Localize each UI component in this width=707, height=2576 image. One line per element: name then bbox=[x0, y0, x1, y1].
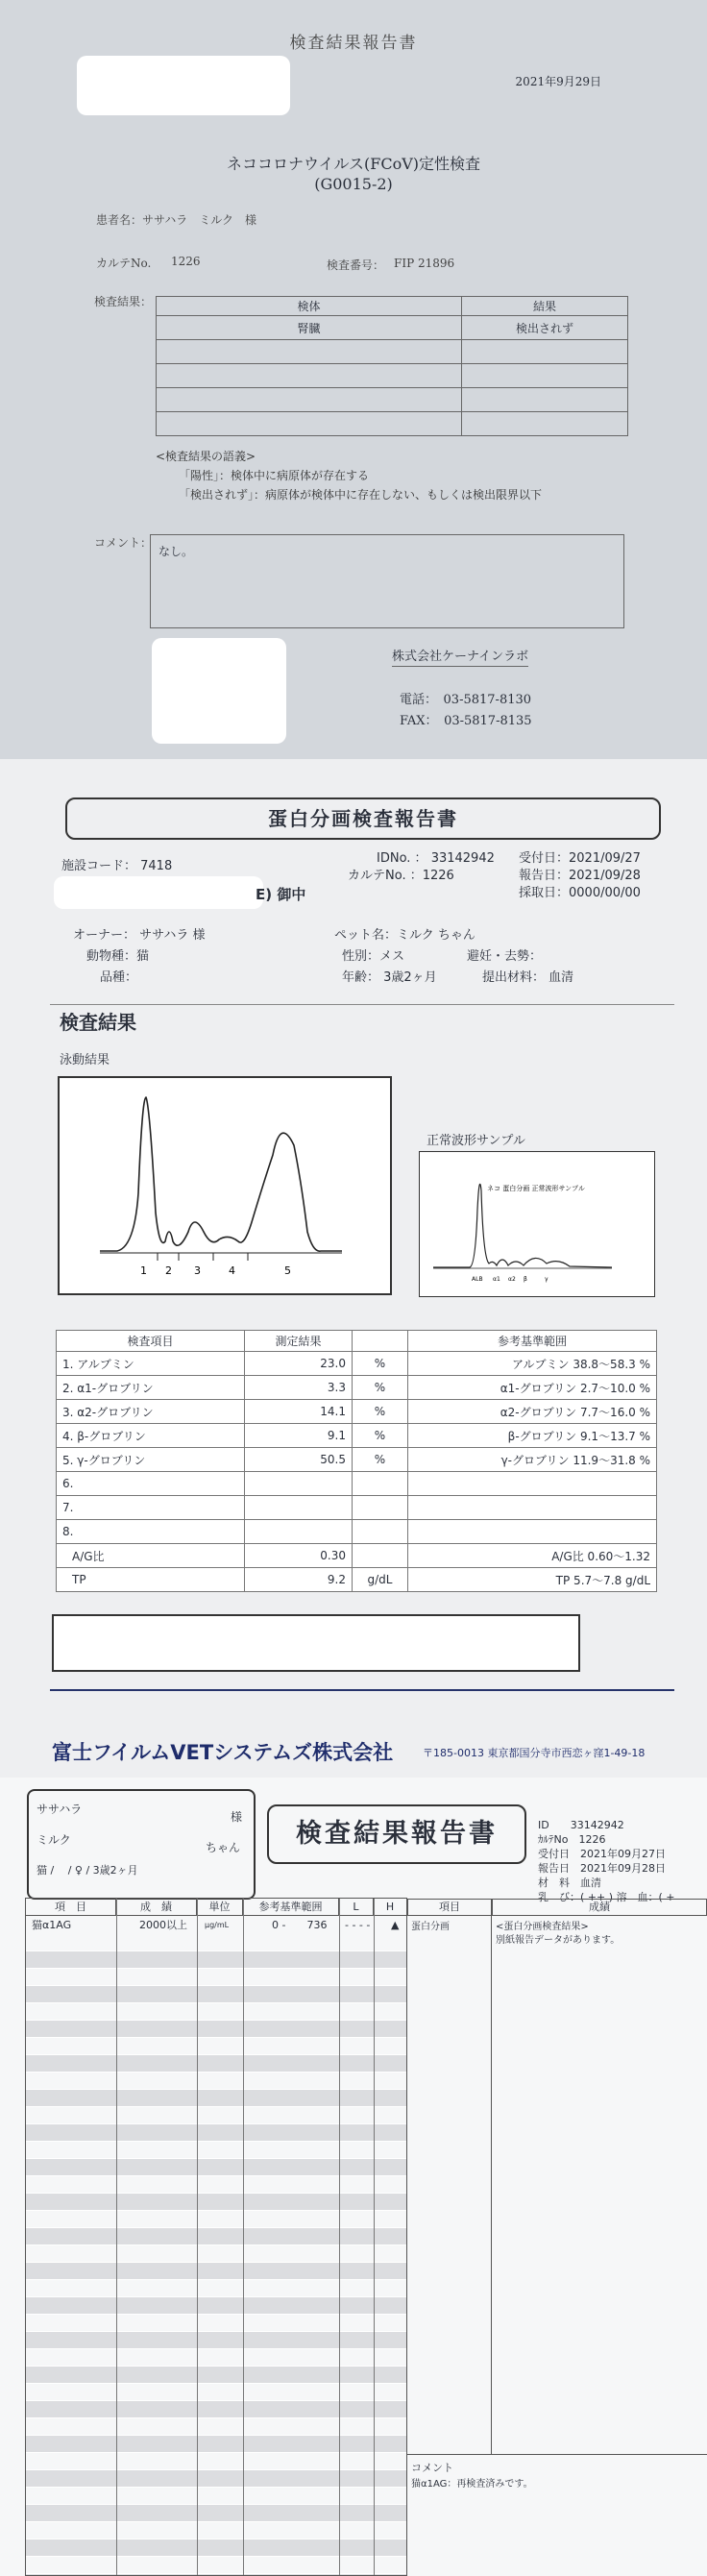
high-flag: ▲ bbox=[391, 1919, 400, 1931]
table-row bbox=[157, 412, 628, 436]
empty-table-row bbox=[26, 2055, 406, 2073]
species-line: 猫 / / ♀ / 3歳2ヶ月 bbox=[37, 1864, 138, 1877]
empty-table-row bbox=[26, 2401, 406, 2418]
ref-cell: α2-グロブリン 7.7～16.0 % bbox=[408, 1400, 657, 1424]
col-low: L bbox=[339, 1899, 374, 1916]
specimen-cell bbox=[157, 388, 462, 412]
specimen-cell: 腎臓 bbox=[157, 316, 462, 340]
electrophoresis-label: 泳動結果 bbox=[60, 1053, 110, 1067]
unit-cell: % bbox=[353, 1376, 408, 1400]
empty-table-row bbox=[26, 2245, 406, 2263]
karte-label: カルテNo. bbox=[96, 257, 152, 270]
ref-cell: γ-グロブリン 11.9～31.8 % bbox=[408, 1448, 657, 1472]
karte-line: ｶﾙﾃNo 1226 bbox=[538, 1833, 606, 1846]
col-specimen: 検体 bbox=[157, 297, 462, 316]
empty-table-row bbox=[26, 2263, 406, 2280]
test-name bbox=[0, 154, 707, 194]
value-cell: 14.1 bbox=[245, 1400, 353, 1424]
protein-table bbox=[56, 1330, 657, 1592]
table-row bbox=[57, 1568, 657, 1592]
empty-table-row bbox=[26, 2107, 406, 2124]
table-row bbox=[157, 364, 628, 388]
sample-label: 正常波形サンプル bbox=[427, 1134, 525, 1148]
specimen-cell bbox=[157, 340, 462, 364]
right-col-item: 項目 bbox=[407, 1899, 492, 1916]
item-cell: TP bbox=[57, 1568, 245, 1592]
phone-label: 電話： bbox=[400, 693, 431, 707]
col-result: 結果 bbox=[462, 297, 628, 316]
peak-label: 1 bbox=[140, 1264, 147, 1277]
ref-cell: アルブミン 38.8～58.3 % bbox=[408, 1352, 657, 1376]
table-row bbox=[57, 1400, 657, 1424]
fax-value: 03-5817-8135 bbox=[444, 714, 532, 728]
protein-table-header bbox=[57, 1331, 657, 1352]
value-cell: 23.0 bbox=[245, 1352, 353, 1376]
empty-table-row bbox=[26, 2470, 406, 2488]
received-line: 受付日 2021年09月27日 bbox=[538, 1848, 666, 1860]
divider bbox=[50, 1004, 674, 1005]
col-ref: 参考基準範囲 bbox=[408, 1331, 657, 1352]
column-divider bbox=[243, 1899, 244, 2576]
test-code: (G0015-2) bbox=[314, 175, 393, 193]
item-cell: 1. アルブミン bbox=[57, 1352, 245, 1376]
lab-name: 株式会社ケーナインラボ bbox=[392, 646, 528, 667]
lab-result-page bbox=[0, 1778, 707, 2576]
phone-value: 03-5817-8130 bbox=[443, 693, 532, 707]
reported-date: 報告日：2021/09/28 bbox=[519, 869, 641, 883]
empty-table-row bbox=[26, 2539, 406, 2557]
col-value: 測定結果 bbox=[245, 1331, 353, 1352]
empty-table-row bbox=[26, 2488, 406, 2505]
pet-suffix: ちゃん bbox=[206, 1841, 241, 1854]
protein-fraction-page bbox=[0, 759, 707, 1778]
peak-label: 3 bbox=[194, 1264, 201, 1277]
right-item-column bbox=[407, 1916, 492, 2454]
page-title: 検査結果報告書 bbox=[289, 34, 418, 53]
empty-table-row bbox=[26, 2073, 406, 2090]
species: 動物種：猫 bbox=[86, 949, 150, 964]
empty-table-row bbox=[26, 2124, 406, 2142]
empty-table-row bbox=[26, 2159, 406, 2176]
table-row bbox=[157, 316, 628, 340]
footer-rule bbox=[50, 1689, 674, 1691]
ref-cell: 0 - 736 bbox=[272, 1919, 328, 1931]
exam-value: FIP 21896 bbox=[394, 257, 455, 270]
column-divider bbox=[374, 1899, 375, 2576]
value-cell bbox=[245, 1520, 353, 1544]
unit-cell: g/dL bbox=[353, 1568, 408, 1592]
result-notes bbox=[156, 447, 542, 504]
sample-axis-label: α1 bbox=[493, 1276, 500, 1283]
ref-cell: α1-グロブリン 2.7～10.0 % bbox=[408, 1376, 657, 1400]
empty-table-row bbox=[26, 1951, 406, 1969]
peak-label: 4 bbox=[229, 1264, 235, 1277]
result-cell bbox=[462, 388, 628, 412]
col-ref: 参考基準範囲 bbox=[243, 1899, 339, 1916]
specimen-cell bbox=[157, 364, 462, 388]
company-name: 富士フイルムVETシステムズ株式会社 bbox=[52, 1741, 394, 1764]
sampled-date: 採取日：0000/00/00 bbox=[519, 886, 641, 900]
item-cell: A/G比 bbox=[57, 1544, 245, 1568]
material-line: 材 料 血清 bbox=[538, 1877, 601, 1889]
item-cell: 2. α1-グロブリン bbox=[57, 1376, 245, 1400]
specimen-cell bbox=[157, 412, 462, 436]
peak-label: 5 bbox=[284, 1264, 291, 1277]
empty-table-row bbox=[26, 1986, 406, 2003]
empty-table-row bbox=[26, 2280, 406, 2297]
sample-inner-title: ネコ 蛋白分画 正常波形サンプル bbox=[487, 1185, 585, 1192]
table-row bbox=[57, 1496, 657, 1520]
id-no: IDNo. ： 33142942 bbox=[377, 851, 495, 866]
comment-text: 猫α1AG：再検査済みです。 bbox=[411, 2479, 533, 2490]
table-row bbox=[57, 1472, 657, 1496]
range-marker: - - - - bbox=[345, 1919, 371, 1931]
redacted-clinic-name bbox=[54, 876, 263, 909]
page-title: 蛋白分画検査報告書 bbox=[65, 797, 661, 840]
item-cell: 8. bbox=[57, 1520, 245, 1544]
notes-title: <検査結果の語義> bbox=[156, 450, 256, 463]
table-row bbox=[157, 388, 628, 412]
right-item: 蛋白分画 bbox=[411, 1922, 450, 1932]
table-row bbox=[157, 340, 628, 364]
patient-name: 患者名：ササハラ ミルク 様 bbox=[96, 213, 257, 227]
results-grid bbox=[25, 1898, 407, 2576]
empty-table-row bbox=[26, 2349, 406, 2367]
pet-name: ミルク bbox=[37, 1833, 71, 1847]
result-table bbox=[156, 296, 628, 436]
col-item: 検査項目 bbox=[57, 1331, 245, 1352]
comment-text: なし。 bbox=[158, 545, 194, 558]
karte-no: カルテNo. ：1226 bbox=[348, 869, 454, 883]
result-label: 検査結果： bbox=[94, 295, 153, 308]
unit-cell bbox=[353, 1544, 408, 1568]
hemolysis-line: 乳 び：( ++ ) 溶 血：( + bbox=[538, 1891, 675, 1903]
sample-wave-box bbox=[419, 1151, 655, 1297]
sample-axis-label: γ bbox=[545, 1276, 549, 1283]
contact-info bbox=[400, 690, 532, 732]
table-row bbox=[57, 1520, 657, 1544]
result-cell bbox=[462, 412, 628, 436]
empty-table-row bbox=[26, 2090, 406, 2107]
value-cell: 0.30 bbox=[245, 1544, 353, 1568]
comment-box bbox=[52, 1614, 580, 1672]
report-date: 2021年9月29日 bbox=[515, 75, 601, 88]
col-item: 項 目 bbox=[26, 1899, 116, 1916]
material: 提出材料： 血清 bbox=[482, 970, 574, 985]
unit-cell: % bbox=[353, 1448, 408, 1472]
value-cell bbox=[245, 1496, 353, 1520]
owner-name: オーナー： ササハラ 様 bbox=[73, 928, 206, 943]
unit-cell: % bbox=[353, 1400, 408, 1424]
patient-info-box bbox=[27, 1789, 256, 1900]
reported-line: 報告日 2021年09月28日 bbox=[538, 1862, 666, 1875]
result-table-header bbox=[157, 297, 628, 316]
value-cell: 9.2 bbox=[245, 1568, 353, 1592]
company-address: 〒185-0013 東京都国分寺市西恋ヶ窪1-49-18 bbox=[423, 1747, 646, 1759]
right-col-result: 成績 bbox=[492, 1899, 707, 1916]
note-positive: 「陽性」：検体中に病原体が存在する bbox=[179, 469, 370, 482]
empty-table-row bbox=[26, 2228, 406, 2245]
empty-table-row bbox=[26, 2557, 406, 2574]
item-cell: 7. bbox=[57, 1496, 245, 1520]
table-row bbox=[57, 1352, 657, 1376]
empty-table-row bbox=[26, 2367, 406, 2384]
ref-cell: A/G比 0.60～1.32 bbox=[408, 1544, 657, 1568]
fax-label: FAX： bbox=[400, 714, 432, 728]
ref-cell: TP 5.7～7.8 g/dL bbox=[408, 1568, 657, 1592]
sample-axis-label: ALB bbox=[472, 1276, 483, 1283]
empty-table-row bbox=[26, 2418, 406, 2436]
value-cell bbox=[245, 1472, 353, 1496]
value-cell: 9.1 bbox=[245, 1424, 353, 1448]
col-unit bbox=[353, 1331, 408, 1352]
karte-value: 1226 bbox=[171, 255, 201, 268]
empty-table-row bbox=[26, 2332, 406, 2349]
column-divider bbox=[339, 1899, 340, 2576]
col-value: 成 績 bbox=[116, 1899, 197, 1916]
empty-table-row bbox=[26, 2211, 406, 2228]
item-cell: 3. α2-グロブリン bbox=[57, 1400, 245, 1424]
peak-label: 2 bbox=[165, 1264, 172, 1277]
sample-axis-label: α2 bbox=[508, 1276, 516, 1283]
value-cell: 2000以上 bbox=[139, 1919, 187, 1931]
result-cell bbox=[462, 364, 628, 388]
empty-table-row bbox=[26, 2038, 406, 2055]
table-row bbox=[57, 1544, 657, 1568]
page-title: 検査結果報告書 bbox=[267, 1804, 526, 1864]
table-row bbox=[57, 1376, 657, 1400]
empty-table-row bbox=[26, 2194, 406, 2211]
result-cell bbox=[462, 340, 628, 364]
owner-name: ササハラ bbox=[37, 1803, 83, 1816]
table-row bbox=[57, 1448, 657, 1472]
clinic-suffix: E) 御中 bbox=[256, 886, 306, 903]
sex: 性別：メス bbox=[342, 949, 405, 964]
empty-table-row bbox=[26, 2003, 406, 2021]
column-divider bbox=[197, 1899, 198, 2576]
unit-cell bbox=[353, 1472, 408, 1496]
comment-box bbox=[150, 534, 624, 628]
unit-cell: μg/mL bbox=[205, 1921, 230, 1929]
ref-cell bbox=[408, 1472, 657, 1496]
item-cell: 4. β-グロブリン bbox=[57, 1424, 245, 1448]
test-name-text: ネココロナウイルス(FCoV)定性検査 bbox=[226, 155, 481, 173]
empty-table-row bbox=[26, 2142, 406, 2159]
exam-label: 検査番号： bbox=[327, 258, 385, 272]
breed: 品種： bbox=[100, 970, 138, 985]
value-cell: 3.3 bbox=[245, 1376, 353, 1400]
pet-name: ペット名：ミルク ちゃん bbox=[334, 928, 475, 943]
side-panel bbox=[407, 1901, 707, 2576]
item-cell: 猫α1AG bbox=[32, 1919, 72, 1931]
right-result-line2: 別紙報告データがあります。 bbox=[496, 1935, 621, 1946]
empty-table-row bbox=[26, 2176, 406, 2194]
comment-divider bbox=[407, 2454, 707, 2455]
sample-wave bbox=[420, 1152, 654, 1296]
redacted-stamp bbox=[152, 638, 286, 744]
comment-label: コメント bbox=[411, 2462, 453, 2474]
empty-table-row bbox=[26, 1969, 406, 1986]
ref-cell bbox=[408, 1520, 657, 1544]
note-negative: 「検出されず」：病原体が検体中に存在しない、もしくは検出限界以下 bbox=[179, 488, 543, 502]
item-cell: 6. bbox=[57, 1472, 245, 1496]
col-unit: 単位 bbox=[197, 1899, 243, 1916]
unit-cell: % bbox=[353, 1424, 408, 1448]
empty-table-row bbox=[26, 2315, 406, 2332]
electrophoresis-box bbox=[58, 1076, 392, 1295]
column-divider bbox=[116, 1899, 117, 2576]
comment-label: コメント： bbox=[94, 536, 153, 550]
neuter: 避妊・去勢： bbox=[467, 949, 543, 964]
empty-table-row bbox=[26, 2505, 406, 2522]
electrophoresis-curve bbox=[60, 1078, 390, 1293]
received-date: 受付日：2021/09/27 bbox=[519, 851, 641, 866]
empty-table-row bbox=[26, 2453, 406, 2470]
section-title: 検査結果 bbox=[60, 1011, 136, 1034]
empty-table-row bbox=[26, 2297, 406, 2315]
col-high: H bbox=[374, 1899, 406, 1916]
empty-table-row bbox=[26, 2384, 406, 2401]
empty-table-row bbox=[26, 2436, 406, 2453]
empty-table-row bbox=[26, 1934, 406, 1951]
redacted-clinic-name bbox=[77, 56, 290, 115]
ref-cell bbox=[408, 1496, 657, 1520]
empty-table-row bbox=[26, 2021, 406, 2038]
owner-suffix: 様 bbox=[231, 1810, 243, 1824]
table-row bbox=[57, 1424, 657, 1448]
report-meta bbox=[538, 1818, 675, 1904]
item-cell: 5. γ-グロブリン bbox=[57, 1448, 245, 1472]
sample-axis-label: β bbox=[524, 1276, 527, 1283]
value-cell: 50.5 bbox=[245, 1448, 353, 1472]
empty-table-row bbox=[26, 2522, 406, 2539]
id-line: ID 33142942 bbox=[538, 1819, 624, 1831]
right-result-line1: <蛋白分画検査結果> bbox=[496, 1922, 589, 1932]
ref-cell: β-グロブリン 9.1～13.7 % bbox=[408, 1424, 657, 1448]
result-cell: 検出されず bbox=[462, 316, 628, 340]
age: 年齢： 3歳2ヶ月 bbox=[342, 970, 437, 985]
unit-cell bbox=[353, 1520, 408, 1544]
unit-cell bbox=[353, 1496, 408, 1520]
fcov-report-page bbox=[0, 0, 707, 759]
unit-cell: % bbox=[353, 1352, 408, 1376]
facility-code: 施設コード： 7418 bbox=[61, 859, 173, 873]
